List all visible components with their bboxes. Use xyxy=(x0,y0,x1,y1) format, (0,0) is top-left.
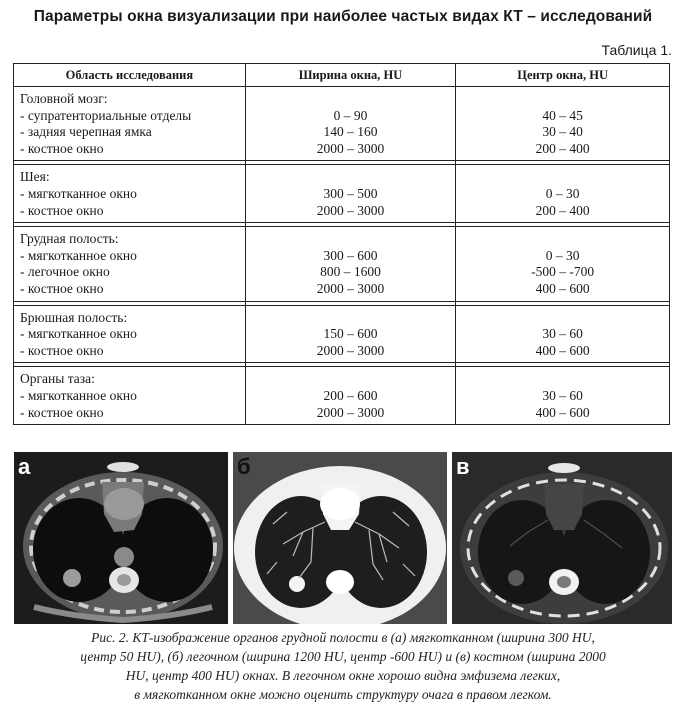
region-title: Шея: xyxy=(20,169,50,185)
region-cell xyxy=(14,367,246,425)
table-row xyxy=(14,87,670,161)
ct-image-soft-tissue xyxy=(14,452,228,624)
header-width: Ширина окна, HU xyxy=(245,64,455,87)
window-center-cell xyxy=(456,227,670,301)
subregion-label: - костное окно xyxy=(20,404,104,420)
caption-line-2: центр 50 HU), (б) легочном (ширина 1200 HU, центр -600 HU) и (в) костном (ширина 2000 xyxy=(80,649,606,664)
window-center-value: 200 – 400 xyxy=(535,202,590,218)
ct-image-lung xyxy=(233,452,447,624)
window-width-cell xyxy=(245,227,455,301)
window-width-value: 140 – 160 xyxy=(323,124,378,140)
window-center-value: 400 – 600 xyxy=(535,280,590,296)
subregion-label: - мягкотканное окно xyxy=(20,326,137,342)
window-width-value: 0 – 90 xyxy=(333,107,368,123)
window-width-value: 300 – 500 xyxy=(323,185,378,201)
window-center-cell xyxy=(456,367,670,425)
window-width-value: 300 – 600 xyxy=(323,247,378,263)
image-label-b: б xyxy=(237,454,251,479)
header-center: Центр окна, HU xyxy=(456,64,670,87)
ct-soft-tissue-picture xyxy=(14,452,228,624)
window-width-value: 2000 – 3000 xyxy=(316,404,385,420)
image-label-c: в xyxy=(456,454,470,479)
subregion-label: - мягкотканное окно xyxy=(20,387,137,403)
window-center-value: 400 – 600 xyxy=(535,342,590,358)
subregion-label: - костное окно xyxy=(20,140,104,156)
region-title: Брюшная полость: xyxy=(20,309,128,325)
image-label-a: а xyxy=(18,454,31,479)
caption-line-3: HU, центр 400 HU) окнах. В легочном окне хорошо видна эмфизема легких, xyxy=(125,668,561,683)
ct-images xyxy=(0,452,686,624)
subregion-label: - легочное окно xyxy=(20,264,110,280)
window-width-cell xyxy=(245,165,455,223)
region-cell xyxy=(14,227,246,301)
window-width-value: 2000 – 3000 xyxy=(316,202,385,218)
window-center-cell xyxy=(456,305,670,363)
window-center-cell xyxy=(456,87,670,161)
subregion-label: - костное окно xyxy=(20,280,104,296)
window-center-value: 30 – 40 xyxy=(542,124,583,140)
region-cell xyxy=(14,305,246,363)
window-width-value: 2000 – 3000 xyxy=(316,280,385,296)
subregion-label: - супратенториальные отделы xyxy=(20,107,192,123)
table-row xyxy=(14,367,670,425)
window-center-value: 200 – 400 xyxy=(535,140,590,156)
figure-caption xyxy=(0,628,686,704)
ct-lung-picture xyxy=(233,452,447,624)
region-title: Грудная полость: xyxy=(20,231,119,247)
subregion-label: - мягкотканное окно xyxy=(20,247,137,263)
table-label: Таблица 1. xyxy=(601,42,672,58)
table-row xyxy=(14,227,670,301)
window-width-cell xyxy=(245,87,455,161)
window-center-value: 0 – 30 xyxy=(545,185,580,201)
window-width-value: 2000 – 3000 xyxy=(316,342,385,358)
header-region: Область исследования xyxy=(14,64,246,87)
region-title: Органы таза: xyxy=(20,371,95,387)
table-body xyxy=(14,87,670,425)
ct-bone-picture xyxy=(452,452,672,624)
window-parameters-table xyxy=(13,63,670,425)
window-width-value: 800 – 1600 xyxy=(320,264,381,280)
table-row xyxy=(14,305,670,363)
window-width-cell xyxy=(245,305,455,363)
window-width-value: 150 – 600 xyxy=(323,326,378,342)
window-center-value: 30 – 60 xyxy=(542,387,583,403)
region-cell xyxy=(14,165,246,223)
window-center-value: 0 – 30 xyxy=(545,247,580,263)
ct-image-bone xyxy=(452,452,672,624)
subregion-label: - задняя черепная ямка xyxy=(20,124,152,140)
table-header-row xyxy=(14,64,670,87)
window-center-value: 40 – 45 xyxy=(542,107,583,123)
subregion-label: - костное окно xyxy=(20,342,104,358)
subregion-label: - мягкотканное окно xyxy=(20,185,137,201)
region-cell xyxy=(14,87,246,161)
table-row xyxy=(14,165,670,223)
window-center-value: 400 – 600 xyxy=(535,404,590,420)
window-center-cell xyxy=(456,165,670,223)
window-center-value: -500 – -700 xyxy=(531,264,595,280)
region-title: Головной мозг: xyxy=(20,91,108,106)
window-width-value: 2000 – 3000 xyxy=(316,140,385,156)
window-center-value: 30 – 60 xyxy=(542,326,583,342)
page-title: Параметры окна визуализации при наиболее частых видах КТ – исследований xyxy=(33,8,653,25)
caption-line-4: в мягкотканном окне можно оценить структуру очага в правом легком. xyxy=(134,687,552,702)
window-width-cell xyxy=(245,367,455,425)
caption-line-1: Рис. 2. КТ-изображение органов грудной полости в (а) мягкотканном (ширина 300 HU, xyxy=(91,630,595,645)
subregion-label: - костное окно xyxy=(20,202,104,218)
window-width-value: 200 – 600 xyxy=(323,387,378,403)
